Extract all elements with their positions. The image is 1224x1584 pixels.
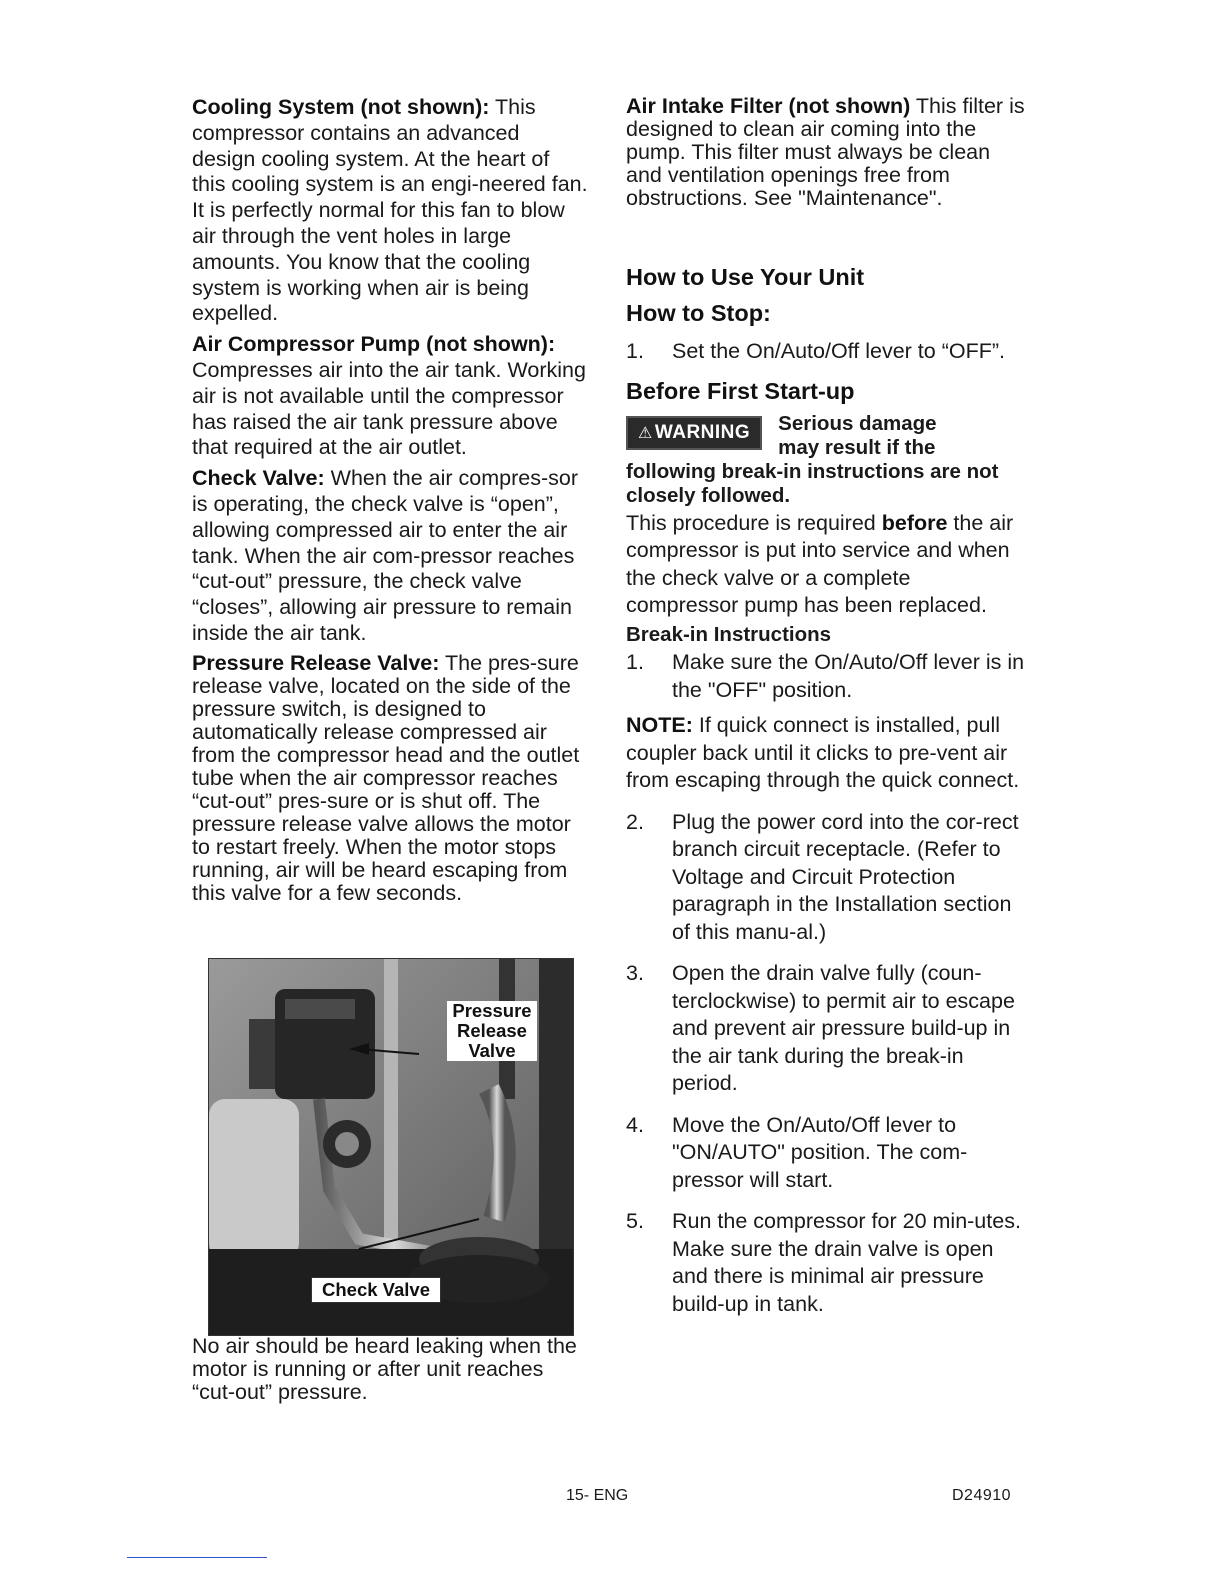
step-text: Plug the power cord into the cor-rect branch circuit receptacle. (Refer to Voltage and Circuit Protection paragraph in the Installation section of this manu-al.): [672, 809, 1019, 944]
step-text: Move the On/Auto/Off lever to "ON/AUTO" position. The com-pressor will start.: [672, 1112, 968, 1192]
procedure-text-post: the air compressor is put into service and when the check valve or a complete compressor pump has been replaced.: [626, 510, 1014, 617]
stop-step-1: [626, 338, 1026, 366]
step-number: 3.: [626, 961, 644, 986]
check-valve-text: When the air compres-sor is operating, the check valve is “open”, allowing compressed air to enter the air tank. When the air com-pressor reaches “cut-out” pressure, the check valve “closes”, allowing air pressure to remain inside the air tank.: [192, 466, 578, 645]
breakin-step-4: [626, 1112, 1026, 1195]
pump-heading: Air Compressor Pump (not shown):: [192, 332, 556, 357]
warning-triangle-icon: ⚠: [638, 424, 653, 442]
warning-line-2: may result if the: [778, 435, 936, 459]
note-paragraph: [626, 712, 1026, 795]
intake-filter-heading: Air Intake Filter (not shown): [626, 94, 911, 118]
before-first-startup-heading: Before First Start-up: [626, 377, 855, 404]
left-column: [192, 95, 588, 910]
cooling-system-heading: Cooling System (not shown):: [192, 95, 490, 119]
bottom-rule: [127, 1557, 267, 1558]
breakin-step-2: [626, 809, 1026, 947]
label-line-1: Pressure: [452, 1000, 532, 1021]
check-valve-paragraph: [192, 466, 588, 647]
pump-paragraph: [192, 332, 588, 461]
breakin-step-1: [626, 649, 1026, 704]
page-number: 15- ENG: [566, 1487, 629, 1504]
release-valve-paragraph: [192, 652, 588, 905]
step-number: 5.: [626, 1209, 644, 1234]
breakin-step-5: [626, 1208, 1026, 1318]
pump-text: Compresses air into the air tank. Working air is not available until the compressor has raised the air tank pressure above that required at the air outlet.: [192, 357, 586, 460]
breakin-step-3: [626, 960, 1026, 1098]
right-column: [626, 95, 1026, 1318]
pressure-release-valve-label: [447, 1001, 537, 1061]
warning-heading: [778, 412, 936, 460]
procedure-text-pre: This procedure is required: [626, 510, 882, 535]
label-line-3: Valve: [468, 1040, 516, 1061]
how-to-stop-heading: How to Stop:: [626, 300, 771, 326]
note-text: If quick connect is installed, pull coupler back until it clicks to pre-vent air from escaping through the quick connect.: [626, 713, 1020, 793]
warning-line-1: Serious damage: [778, 411, 937, 435]
check-valve-heading: Check Valve:: [192, 466, 325, 491]
how-to-use-heading: How to Use Your Unit: [626, 264, 865, 290]
stop-step-text: Set the On/Auto/Off lever to “OFF”.: [672, 339, 1005, 363]
procedure-paragraph: [626, 510, 1026, 620]
cooling-system-text: This compressor contains an advanced design cooling system. At the heart of this cooling system is an engi-neered fan. It is perfectly normal for this fan to blow air through the vent holes in large amounts. You know that the cooling system is working when air is being expelled.: [192, 95, 588, 326]
document-code: D24910: [952, 1487, 1012, 1504]
release-valve-heading: Pressure Release Valve:: [192, 650, 440, 675]
warning-continued: following break-in instructions are not closely followed.: [626, 459, 999, 507]
photo-caption: No air should be heard leaking when the motor is running or after unit reaches “cut-out” pressure.: [192, 1334, 577, 1404]
step-text: Make sure the On/Auto/Off lever is in the "OFF" position.: [672, 650, 1025, 702]
step-number: 2.: [626, 809, 644, 834]
step-number: 1.: [626, 650, 644, 675]
step-text: Open the drain valve fully (coun-terclockwise) to permit air to escape and prevent air pressure build-up in the air tank during the break-in period.: [672, 961, 1015, 1096]
procedure-text-bold: before: [881, 510, 948, 535]
intake-filter-paragraph: [626, 95, 1026, 210]
check-valve-label: Check Valve: [311, 1277, 441, 1303]
note-label: NOTE:: [626, 713, 693, 738]
warning-badge: [626, 416, 762, 451]
valve-photo: [208, 958, 574, 1336]
release-valve-text: The pres-sure release valve, located on the side of the pressure switch, is designed to automatically release compressed air from the compressor head and the outlet tube when the air compressor reaches “cut-out” pres-sure or is shut off. The pressure release valve allows the motor to restart freely. When the motor stops running, air will be heard escaping from this valve for a few seconds.: [192, 650, 580, 905]
stop-step-number: 1.: [626, 339, 644, 363]
breakin-heading: Break-in Instructions: [626, 622, 832, 646]
intake-filter-text: This filter is designed to clean air coming into the pump. This filter must always be clean and ventilation openings free from obstructions. See "Maintenance".: [626, 94, 1025, 210]
warning-badge-text: WARNING: [654, 421, 751, 443]
step-number: 4.: [626, 1112, 644, 1137]
step-text: Run the compressor for 20 min-utes. Make sure the drain valve is open and there is minimal air pressure build-up in tank.: [672, 1209, 1021, 1316]
cooling-system-paragraph: [192, 95, 588, 327]
label-line-2: Release: [457, 1020, 527, 1041]
warning-block: [626, 412, 1026, 460]
